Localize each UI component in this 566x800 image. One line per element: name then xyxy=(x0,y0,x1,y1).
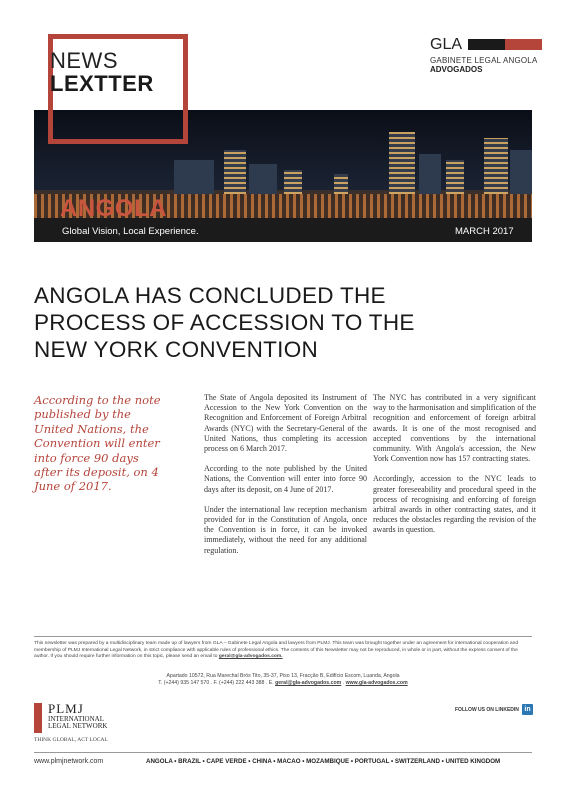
newsletter-title-lextter: LEXTTER xyxy=(50,71,154,96)
hero-country: ANGOLA xyxy=(60,195,167,222)
hero-building xyxy=(510,150,532,194)
gla-logo-line2: ADVOGADOS xyxy=(430,65,483,74)
article-headline xyxy=(34,282,534,363)
article-paragraph: Accordingly, accession to the NYC leads to greater foreseeability and procedural speed in the process of recognising and enforcing of foreign arbitral awards in other contracting states, and it reduces the obstacles regarding the revision of the awards in question. xyxy=(373,474,536,535)
article-paragraph: According to the note published by the United Nations, the Convention will enter into force 90 days after its deposit, on 4 June of 2017. xyxy=(204,464,367,494)
hero-building xyxy=(284,170,302,194)
contact-website-link[interactable]: www.gla-advogados.com xyxy=(345,680,408,686)
footer-divider xyxy=(34,636,532,637)
gla-logo xyxy=(430,34,542,74)
office-address: Apartado 10572, Rua Marechal Brós Tito, 35-37, Piso 13, Fracção B, Edifício Escom, Luanda, Angola xyxy=(166,673,400,679)
article-paragraph: The State of Angola deposited its Instrument of Accession to the New York Convention on the Recognition and Enforcement of Foreign Arbitral Awards (NYC) with the Secretary-General of the United Nations, thus completing its accession process on 6 March 2017. xyxy=(204,393,367,454)
headline-line: PROCESS OF ACCESSION TO THE xyxy=(34,310,415,335)
plmj-logo-bar xyxy=(34,703,42,733)
footer-disclaimer xyxy=(34,641,532,661)
hero-building xyxy=(334,174,348,194)
network-countries: ANGOLA • BRAZIL • CAPE VERDE • CHINA • MACAO • MOZAMBIQUE • PORTUGAL • SWITZERLAND • UNITED KINGDOM xyxy=(146,758,501,765)
hero-tagline: Global Vision, Local Experience. xyxy=(62,226,199,237)
contact-phones: T. (+244) 935 147 570 . F. (+244) 222 443 388 . E. xyxy=(158,680,274,686)
hero-building xyxy=(224,150,246,194)
hero-building xyxy=(389,132,415,194)
network-website-link[interactable]: www.plmjnetwork.com xyxy=(34,758,104,765)
plmj-logo-name: PLMJ xyxy=(48,701,84,716)
plmj-logo-line2: LEGAL NETWORK xyxy=(48,722,108,730)
hero-building xyxy=(249,164,277,194)
gla-logo-line1: GABINETE LEGAL ANGOLA xyxy=(430,56,538,65)
article-paragraph: The NYC has contributed in a very significant way to the harmonisation and simplification of the recognition and enforcement of foreign arbitral awards. It is one of the most recognised and accepted conventions by the international community. With Angola's accession, the New York Convention now has 157 contracting states. xyxy=(373,393,536,464)
article-column-2 xyxy=(373,393,536,546)
linkedin-follow-label[interactable]: FOLLOW US ON LINKEDIN xyxy=(455,707,519,713)
hero-building xyxy=(419,154,441,194)
hero-building xyxy=(446,160,464,194)
headline-line: ANGOLA HAS CONCLUDED THE xyxy=(34,283,386,308)
linkedin-icon[interactable]: in xyxy=(522,704,533,715)
hero-building xyxy=(484,138,508,194)
gla-logo-bar xyxy=(468,39,542,50)
plmj-slogan: THINK GLOBAL, ACT LOCAL xyxy=(34,737,108,743)
disclaimer-email-link[interactable]: geral@gla-advogados.com. xyxy=(218,654,283,659)
contact-email-link[interactable]: geral@gla-advogados.com xyxy=(275,680,342,686)
pull-quote: According to the note published by the United Nations, the Convention will enter into force 90 days after its deposit, on 4 June of 2017. xyxy=(34,393,161,494)
newsletter-title-news: NEWS xyxy=(50,48,118,73)
headline-line: NEW YORK CONVENTION xyxy=(34,337,319,362)
article-column-1 xyxy=(204,393,367,566)
footer-bottom-divider xyxy=(34,752,532,753)
office-contact xyxy=(0,680,566,687)
contact-separator: . xyxy=(341,680,346,686)
issue-date: MARCH 2017 xyxy=(455,226,514,237)
hero-building xyxy=(174,160,214,194)
disclaimer-text: This newsletter was prepared by a multidisciplinary team made up of lawyers from GLA – Gabinete Legal Angola and lawyers from PLMJ. This team was brought together under an agreement for international cooperation and membership of PLMJ International Legal Network, in strict compliance with applicable rules of professional ethics. The contents of this Newsletter may not be reproduced, in whole or in part, without the express consent of the author. If you should require further information on this topic, please send an email to xyxy=(34,641,519,659)
gla-logo-name: GLA xyxy=(430,36,463,53)
plmj-logo-line1: INTERNATIONAL xyxy=(48,715,104,723)
article-paragraph: Under the international law reception mechanism provided for in the Constitution of Angola, once the Convention is in force, it can be invoked immediately, without the need for any additional regulation. xyxy=(204,504,367,555)
